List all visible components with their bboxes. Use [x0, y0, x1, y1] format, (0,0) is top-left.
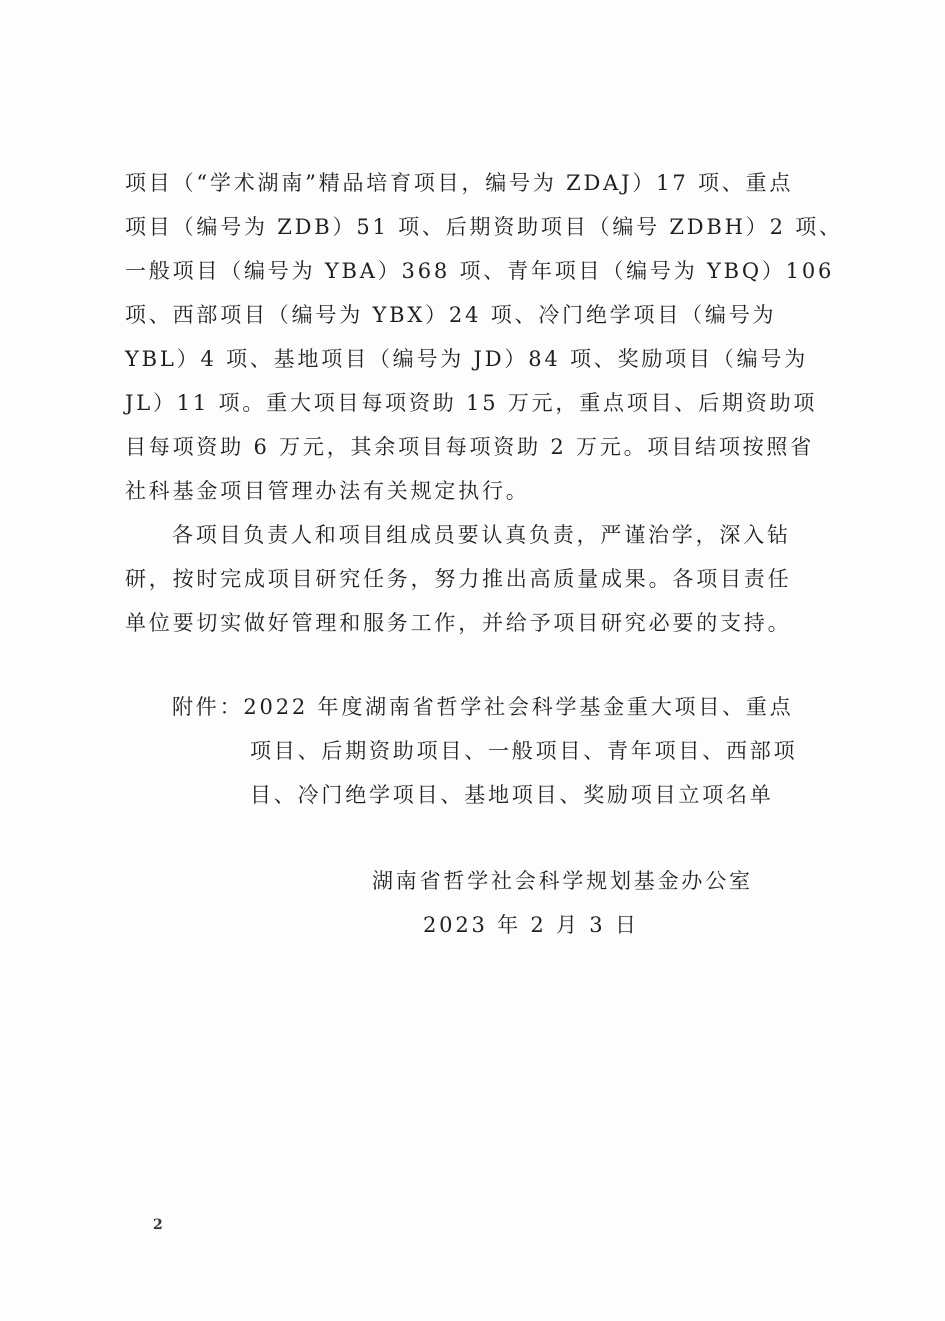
attachment-line-3: 目、冷门绝学项目、基地项目、奖励项目立项名单 — [250, 783, 774, 807]
signature-date: 2023 年 2 月 3 日 — [423, 913, 639, 937]
paragraph-2-line-3: 单位要切实做好管理和服务工作，并给予项目研究必要的支持。 — [125, 611, 792, 635]
attachment-line-2: 项目、后期资助项目、一般项目、青年项目、西部项 — [250, 739, 798, 763]
paragraph-2-line-2: 研，按时完成项目研究任务，努力推出高质量成果。各项目责任 — [125, 567, 792, 591]
paragraph-1-line-6: JL）11 项。重大项目每项资助 15 万元，重点项目、后期资助项 — [125, 391, 818, 415]
paragraph-1-line-7: 目每项资助 6 万元，其余项目每项资助 2 万元。项目结项按照省 — [125, 435, 815, 459]
paragraph-1-line-1: 项目（“学术湖南”精品培育项目，编号为 ZDAJ）17 项、重点 — [125, 171, 794, 195]
paragraph-1-line-5: YBL）4 项、基地项目（编号为 JD）84 项、奖励项目（编号为 — [125, 347, 809, 371]
paragraph-2-line-1: 各项目负责人和项目组成员要认真负责，严谨治学，深入钻 — [172, 523, 791, 547]
signature-organization: 湖南省哲学社会科学规划基金办公室 — [372, 869, 753, 893]
page-number: 2 — [153, 1217, 163, 1233]
paragraph-1-line-4: 项、西部项目（编号为 YBX）24 项、冷门绝学项目（编号为 — [125, 303, 777, 327]
paragraph-1-line-8: 社科基金项目管理办法有关规定执行。 — [125, 479, 530, 503]
paragraph-1-line-3: 一般项目（编号为 YBA）368 项、青年项目（编号为 YBQ）106 — [125, 259, 835, 283]
paragraph-1-line-2: 项目（编号为 ZDB）51 项、后期资助项目（编号 ZDBH）2 项、 — [125, 215, 843, 239]
attachment-line-1: 附件：2022 年度湖南省哲学社会科学基金重大项目、重点 — [172, 695, 794, 719]
